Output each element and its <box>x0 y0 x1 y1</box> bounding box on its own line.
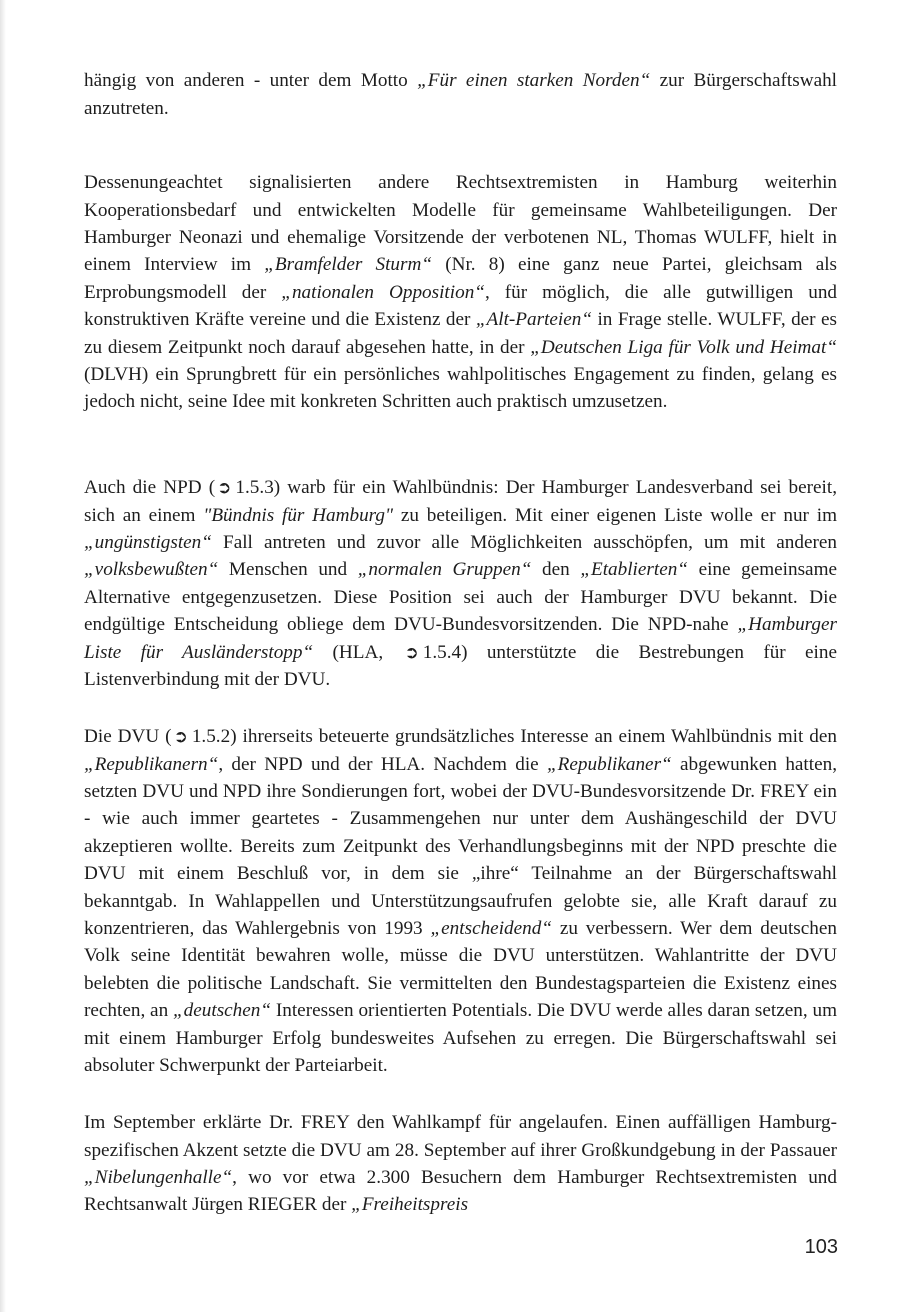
text-run: zu beteiligen. Mit einer eigenen Liste wolle er nur im <box>393 504 837 526</box>
text-run: , für möglich, die alle gutwilligen und konstruktiven Kräfte vereine und die Existenz der <box>84 281 838 331</box>
italic-quote: „Hamburger Liste für Ausländerstopp“ <box>84 614 837 663</box>
text-run: zu verbessern. Wer dem deutschen Volk seine Identität bewahren wolle, müsse die DVU unterstützen. Wahlantritte der DVU belebten die politische Landschaft. Sie vermittelten den Bundestagsparteien die Existenz eines rechten, an <box>84 918 837 1022</box>
text-run: (HLA, <box>313 641 403 663</box>
text-run: Auch die NPD ( <box>84 477 216 499</box>
italic-quote: „Alt-Parteien“ <box>475 309 593 331</box>
italic-quote: „Republikaner“ <box>547 753 672 775</box>
text-run: , der NPD und der HLA. Nachdem die <box>218 753 547 775</box>
text-run: ) warb für ein Wahlbündnis: Der Hamburger Landesverband sei bereit, sich an einem <box>84 477 838 526</box>
text-run: Dessenungeachtet signalisierten andere Rechtsextremisten in Hamburg weiterhin Kooperationsbedarf und entwickelten Modelle für gemeinsame Wahlbeteiligungen. Der Hamburger Neonazi und ehemalige Vorsitzende der verbotenen NL, Thomas WULFF, hielt in einem Interview im <box>84 172 837 276</box>
italic-quote: „deutschen“ <box>172 1000 272 1022</box>
italic-quote: „volksbewußten“ <box>84 559 219 581</box>
text-run: Die DVU ( <box>84 726 172 748</box>
arrow-reference-icon: ➲ <box>173 727 188 748</box>
text-run: Menschen und <box>218 559 358 581</box>
arrow-reference-icon: ➲ <box>404 642 419 663</box>
text-run: in Frage stelle. WULFF, der es zu diesem Zeitpunkt noch darauf abgesehen hatte, in der <box>84 309 837 358</box>
italic-quote: „entscheidend“ <box>430 918 552 940</box>
text-run: (DLVH) ein Sprungbrett für ein persönliches wahlpolitisches Engagement zu finden, gelang es jedoch nicht, seine Idee mit konkreten Schritten auch praktisch umzusetzen. <box>84 364 837 413</box>
section-reference: 1.5.3 <box>235 477 274 499</box>
text-run: hängig von anderen - unter dem Motto <box>84 70 418 92</box>
italic-quote: „normalen Gruppen“ <box>357 559 532 581</box>
text-run: (Nr. 8) eine ganz neue Partei, gleichsam als Erprobungsmodell der <box>84 254 838 303</box>
italic-quote: „Freiheitspreis <box>351 1194 469 1216</box>
italic-quote: „Nibelungenhalle“ <box>84 1167 233 1188</box>
text-run: den <box>531 559 581 581</box>
italic-quote: „Für einen starken Norden“ <box>417 70 651 92</box>
paragraph-5 <box>84 1109 837 1219</box>
text-run: eine gemeinsame Alternative entgegenzusetzen. Diese Position sei auch der Hamburger DVU bekannt. Die endgültige Entscheidung obliege dem DVU-Bundesvorsitzenden. Die NPD-nahe <box>84 559 838 636</box>
italic-quote: „Bramfelder Sturm“ <box>264 254 433 276</box>
text-run: ) ihrerseits beteuerte grundsätzliches Interesse an einem Wahlbündnis mit den <box>230 726 837 748</box>
paragraph-3 <box>84 474 837 693</box>
italic-quote: „Republikanern“ <box>84 753 219 775</box>
italic-quote: „ungünstigsten“ <box>84 532 212 553</box>
text-run: abgewunken hatten, setzten DVU und NPD ihre Sondierungen fort, wobei der DVU-Bundesvorsitzende Dr. FREY ein - wie auch immer geartetes - Zusammengehen nur unter dem Aushängeschild der DVU akzeptieren wollte. Bereits zum Zeitpunkt des Verhandlungsbeginns mit der NPD preschte die DVU mit einem Beschluß vor, in dem sie „ihre“ Teilnahme an der Bürgerschaftswahl bekanntgab. In Wahlappellen und Unterstützungsaufrufen gelobte sie, alle Kraft darauf zu konzentrieren, das Wahlergebnis von 1993 <box>84 753 837 940</box>
text-run: Fall antreten und zuvor alle Möglichkeiten ausschöpfen, um mit anderen <box>211 532 837 553</box>
italic-quote: "Bündnis für Hamburg" <box>203 504 394 526</box>
section-reference: 1.5.4 <box>422 641 462 663</box>
page-number: 103 <box>804 1236 838 1258</box>
paragraph-4 <box>84 723 837 1079</box>
text-run: zur Bürgerschaftswahl anzutreten. <box>84 70 838 119</box>
italic-quote: „nationalen Opposition“ <box>281 281 485 303</box>
page-edge-shadow <box>0 0 6 1312</box>
text-run: Interessen orientierten Potentials. Die DVU werde alles daran setzen, um mit einem Hamburger Erfolg bundesweites Aufsehen zu erregen. Die Bürgerschaftswahl sei absoluter Schwerpunkt der Parteiarbeit. <box>84 1000 837 1077</box>
text-run: ) unterstützte die Bestrebungen für eine Listenverbindung mit der DVU. <box>84 641 837 691</box>
text-run: , wo vor etwa 2.300 Besuchern dem Hamburger Rechtsextremisten und Rechtsanwalt Jürgen RIEGER der <box>84 1167 837 1216</box>
paragraph-2 <box>84 169 837 416</box>
italic-quote: „Etablierten“ <box>580 559 688 581</box>
italic-quote: „Deutschen Liga für Volk und Heimat“ <box>530 336 837 358</box>
section-reference: 1.5.2 <box>191 726 231 748</box>
text-run: Im September erklärte Dr. FREY den Wahlkampf für angelaufen. Einen auffälligen Hamburg-spezifischen Akzent setzte die DVU am 28. September auf ihrer Großkundgebung in der Passauer <box>84 1112 837 1161</box>
paragraph-1 <box>84 67 837 122</box>
arrow-reference-icon: ➲ <box>217 478 232 499</box>
